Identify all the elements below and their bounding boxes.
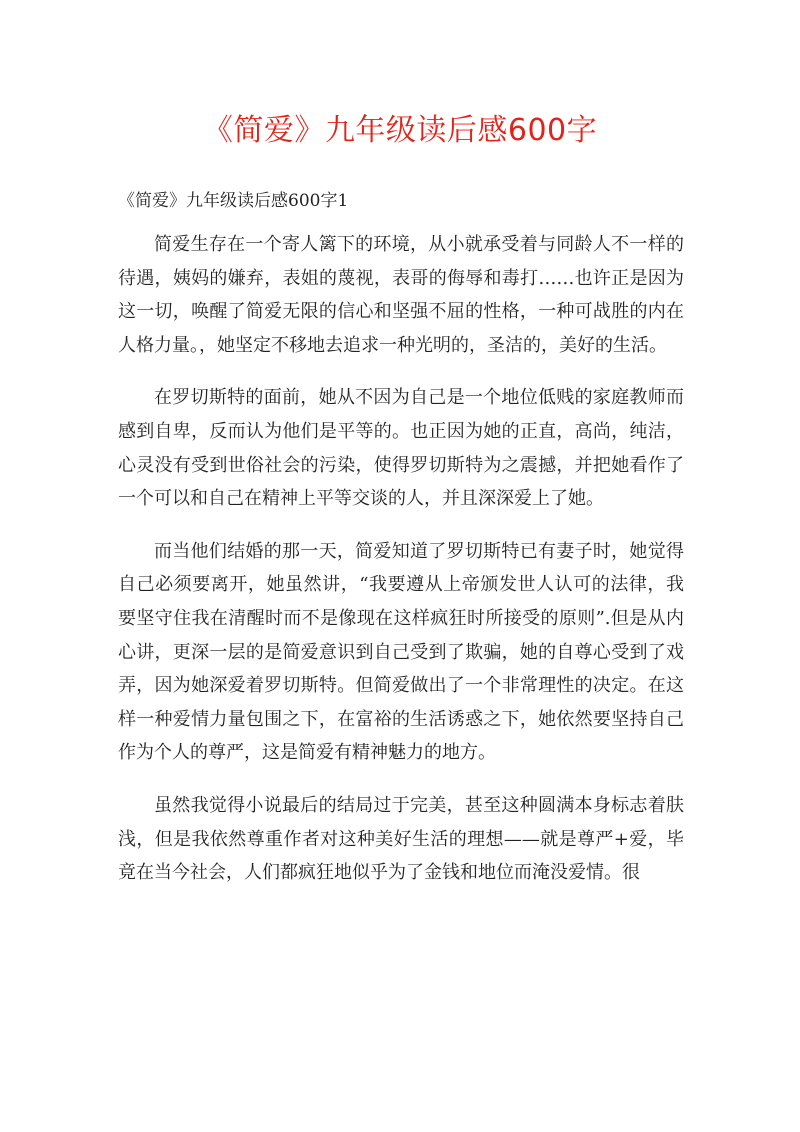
- document-subtitle: 《简爱》九年级读后感600字1: [118, 191, 349, 211]
- paragraph-2: 在罗切斯特的面前，她从不因为自己是一个地位低贱的家庭教师而感到自卑，反而认为他们是平等的。也正因为她的正直，高尚，纯洁，心灵没有受到世俗社会的污染，使得罗切斯特为之震撼，并把她看作了一个可以和自己在精神上平等交谈的人，并且深深爱上了她。: [118, 387, 684, 510]
- paragraph-3: 而当他们结婚的那一天，简爱知道了罗切斯特已有妻子时，她觉得自己必须要离开，她虽然讲，“我要遵从上帝颁发世人认可的法律，我要坚守住我在清醒时而不是像现在这样疯狂时所接受的原则”.但是从内心讲，更深一层的是简爱意识到自己受到了欺骗，她的自尊心受到了戏弄，因为她深爱着罗切斯特。但简爱做出了一个非常理性的决定。在这样一种爱情力量包围之下，在富裕的生活诱惑之下，她依然要坚持自己作为个人的尊严，这是简爱有精神魅力的地方。: [118, 540, 684, 764]
- document-body: [118, 228, 684, 909]
- paragraph-4: 虽然我觉得小说最后的结局过于完美，甚至这种圆满本身标志着肤浅，但是我依然尊重作者对这种美好生活的理想——就是尊严+爱，毕竟在当今社会，人们都疯狂地似乎为了金钱和地位而淹没爱情。很: [118, 794, 684, 884]
- paragraph-1: 简爱生存在一个寄人篱下的环境，从小就承受着与同龄人不一样的待遇，姨妈的嫌弃，表姐的蔑视，表哥的侮辱和毒打……也许正是因为这一切，唤醒了简爱无限的信心和坚强不屈的性格，一种可战胜的内在人格力量。，她坚定不移地去追求一种光明的，圣洁的，美好的生活。: [118, 234, 684, 356]
- document-title: 《简爱》九年级读后感600字: [202, 113, 598, 148]
